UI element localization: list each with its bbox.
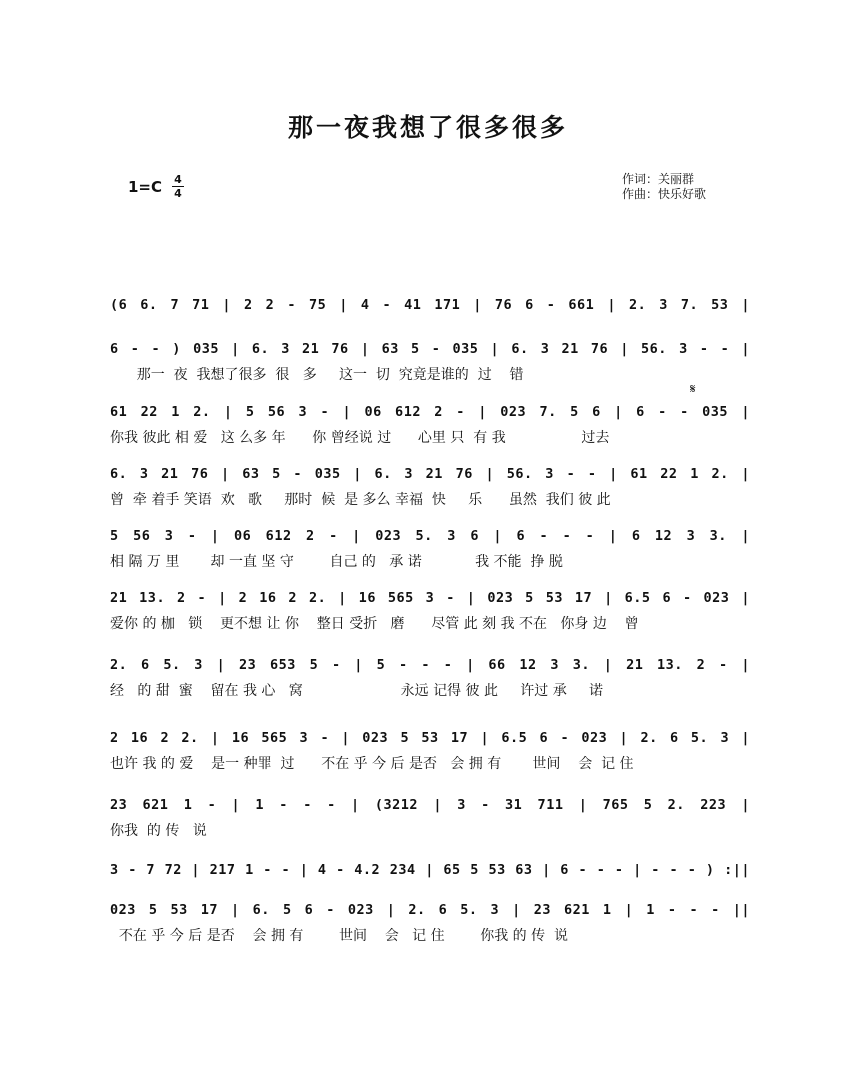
notes-line: 2 16 2 2. | 16 565 3 - | 023 5 53 17 | 6.5 6 - 023 | 2. 6 5. 3 | (110, 730, 750, 746)
notes-line: 23 621 1 - | 1 - - - | (3212 | 3 - 31 711 | 765 5 2. 223 | (110, 797, 750, 813)
time-signature-top: 4 (174, 173, 182, 186)
notes-line: 6 - - ) 035 | 6. 3 21 76 | 63 5 - 035 | 6. 3 21 76 | 56. 3 - - | (110, 341, 750, 357)
song-title: 那一夜我想了很多很多 (287, 113, 568, 142)
composer: 作曲：快乐好歌 (622, 187, 707, 201)
lyrics-line: 相 隔 万 里 却 一直 坚 守 自己 的 承 诺 我 不能 挣 脱 (110, 554, 563, 570)
notes-line: 21 13. 2 - | 2 16 2 2. | 16 565 3 - | 023 5 53 17 | 6.5 6 - 023 | (110, 590, 750, 606)
notes-line: 3 - 7 72 | 217 1 - - | 4 - 4.2 234 | 65 5 53 63 | 6 - - - | - - - ) :|| (110, 862, 750, 878)
notes-line: 6. 3 21 76 | 63 5 - 035 | 6. 3 21 76 | 56. 3 - - | 61 22 1 2. | (110, 466, 750, 482)
time-signature-bottom: 4 (174, 187, 182, 200)
notes-line: (6 6. 7 71 | 2 2 - 75 | 4 - 41 171 | 76 6 - 661 | 2. 3 7. 53 | (110, 297, 750, 313)
notes-line: 61 22 1 2. | 5 56 3 - | 06 612 2 - | 023 7. 5 6 | 6 - - 035 | (110, 404, 750, 420)
lyrics-line: 你我 的 传 说 (110, 823, 207, 839)
time-signature (172, 174, 184, 199)
notes-line: 5 56 3 - | 06 612 2 - | 023 5. 3 6 | 6 - - - | 6 12 3 3. | (110, 528, 750, 544)
lyrics-line: 曾 牵 着手 笑语 欢 歌 那时 候 是 多么 幸福 快 乐 虽然 我们 彼 此 (110, 492, 611, 508)
credits (622, 172, 706, 202)
lyrics-line: 那一 夜 我想了很多 很 多 这一 切 究竟是谁的 过 错 (110, 367, 524, 383)
lyrics-line: 爱你 的 枷 锁 更不想 让 你 整日 受折 磨 尽管 此 刻 我 不在 你身 边 曾 (110, 616, 639, 632)
lyrics-line: 你我 彼此 相 爱 这 么多 年 你 曾经说 过 心里 只 有 我 过去 (110, 430, 610, 446)
notes-line: 023 5 53 17 | 6. 5 6 - 023 | 2. 6 5. 3 | 23 621 1 | 1 - - - || (110, 902, 750, 918)
key-signature: 1=C (128, 178, 163, 196)
notes-line: 2. 6 5. 3 | 23 653 5 - | 5 - - - | 66 12 3 3. | 21 13. 2 - | (110, 657, 750, 673)
lyrics-line: 也许 我 的 爱 是一 种罪 过 不在 乎 今 后 是否 会 拥 有 世间 会 记 住 (110, 756, 634, 772)
segno-mark: 𝄋 (690, 382, 696, 397)
lyrics-line: 经 的 甜 蜜 留在 我 心 窝 永远 记得 彼 此 许过 承 诺 (110, 683, 603, 699)
lyrics-line: 不在 乎 今 后 是否 会 拥 有 世间 会 记 住 你我 的 传 说 (110, 928, 569, 944)
lyricist: 作词：关丽群 (622, 172, 695, 186)
